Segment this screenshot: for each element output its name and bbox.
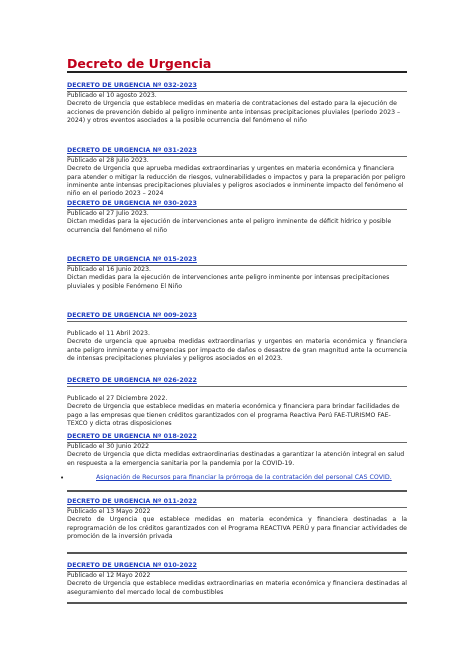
publication-date: Publicado el 12 Mayo 2022 (67, 572, 151, 579)
section-divider (67, 490, 407, 492)
title-underline (67, 71, 407, 73)
publication-date: Publicado el 27 Julio 2023. (67, 210, 149, 217)
decree-description: Decreto de Urgencia que dicta medidas extraordinarias destinadas a garantizar la atención integral en salud en respuesta a la emergencia sanitaria por la pandemia por la COVID-19. (67, 451, 405, 467)
decree-entry (67, 433, 407, 468)
decree-description: Decreto de Urgencia que establece medidas extraordinarias en materia económica y financiera destinadas al aseguramiento del mercado local de combustibles (67, 580, 407, 596)
decree-link[interactable]: DECRETO DE URGENCIA Nº 010-2022 (67, 562, 197, 569)
decree-link[interactable]: DECRETO DE URGENCIA Nº 009-2023 (67, 312, 197, 319)
publication-date: Publicado el 16 Junio 2023. (67, 266, 151, 273)
decree-entry (67, 562, 407, 597)
publication-date: Publicado el 30 Junio 2022 (67, 443, 150, 450)
decree-entry (67, 82, 407, 125)
decree-link[interactable]: DECRETO DE URGENCIA Nº 015-2023 (67, 256, 197, 263)
decree-description: Dictan medidas para la ejecución de intervenciones ante el peligro inminente de déficit hídrico y posible ocurrencia del fenómeno el niño (67, 218, 392, 234)
decree-description: Decreto de urgencia que aprueba medidas extraordinarias y urgentes en materia económica y financiera ante peligro inminente y emergencias por impacto de daños o desastre de gran magnitud ante la ocurrencia de intensas precipitaciones pluviales y peligros asociados en el 2023. (67, 338, 407, 362)
publication-date: Publicado el 13 Mayo 2022 (67, 508, 151, 515)
bullet-marker: • (60, 474, 65, 482)
decree-description: Decreto de Urgencia que establece medidas en materia económica y financiera para brindar facilidades de pago a las empresas que tienen créditos garantizados con el programa Reactiva Perú FAE-TURISMO FAE-TEXCO y dicta otras disposiciones (67, 403, 400, 427)
publication-date: Publicado el 27 Diciembre 2022. (67, 395, 168, 402)
decree-entry (67, 256, 407, 291)
decree-description: Decreto de Urgencia que aprueba medidas extraordinarias y urgentes en materia económica y financiera para atender o mitigar la reducción de riesgos, vulnerabilidades o impactos y para la preparación por peligro inminente ante intensas precipitaciones pluviales y peligros asociados e inminente impacto del fenómeno el niño en el periodo 2023 – 2024 (67, 165, 406, 198)
decree-entry (67, 200, 407, 235)
decree-link[interactable]: DECRETO DE URGENCIA Nº 030-2023 (67, 200, 197, 207)
decree-description: Dictan medidas para la ejecución de intervenciones ante peligro inminente por intensas precipitaciones pluviales y posible Fenómeno El Niño (67, 274, 390, 290)
publication-date: Publicado el 28 Julio 2023. (67, 157, 149, 164)
decree-link[interactable]: DECRETO DE URGENCIA Nº 018-2022 (67, 433, 197, 440)
decree-entry (67, 498, 407, 541)
section-divider (67, 602, 407, 604)
cas-covid-link[interactable]: Asignación de Recursos para financiar la prórroga de la contratación del personal CAS COVID. (96, 474, 392, 481)
decree-entry (67, 312, 407, 363)
decree-link[interactable]: DECRETO DE URGENCIA Nº 011-2022 (67, 498, 197, 505)
publication-date: Publicado el 11 Abril 2023. (67, 330, 150, 337)
decree-link[interactable]: DECRETO DE URGENCIA Nº 031-2023 (67, 147, 197, 154)
page-title: Decreto de Urgencia (67, 56, 212, 71)
decree-entry (67, 377, 407, 428)
decree-description: Decreto de Urgencia que establece medidas en materia de contrataciones del estado para la ejecución de acciones de prevención debido al peligro inminente ante intensas precipitaciones pluviales (periodo 2023 – 2024) y otros eventos asociados a la posible ocurrencia del fenómeno el niño (67, 100, 401, 124)
section-divider (67, 552, 407, 554)
decree-description: Decreto de Urgencia que establece medidas en materia económica y financiera destinadas a la reprogramación de los créditos garantizados con el Programa REACTIVA PERÚ y para financiar actividades de promoción de la inversión privada (67, 516, 407, 540)
decree-link[interactable]: DECRETO DE URGENCIA Nº 026-2022 (67, 377, 197, 384)
decree-entry (67, 147, 407, 198)
publication-date: Publicado el 10 agosto 2023. (67, 92, 157, 99)
decree-link[interactable]: DECRETO DE URGENCIA Nº 032-2023 (67, 82, 197, 89)
